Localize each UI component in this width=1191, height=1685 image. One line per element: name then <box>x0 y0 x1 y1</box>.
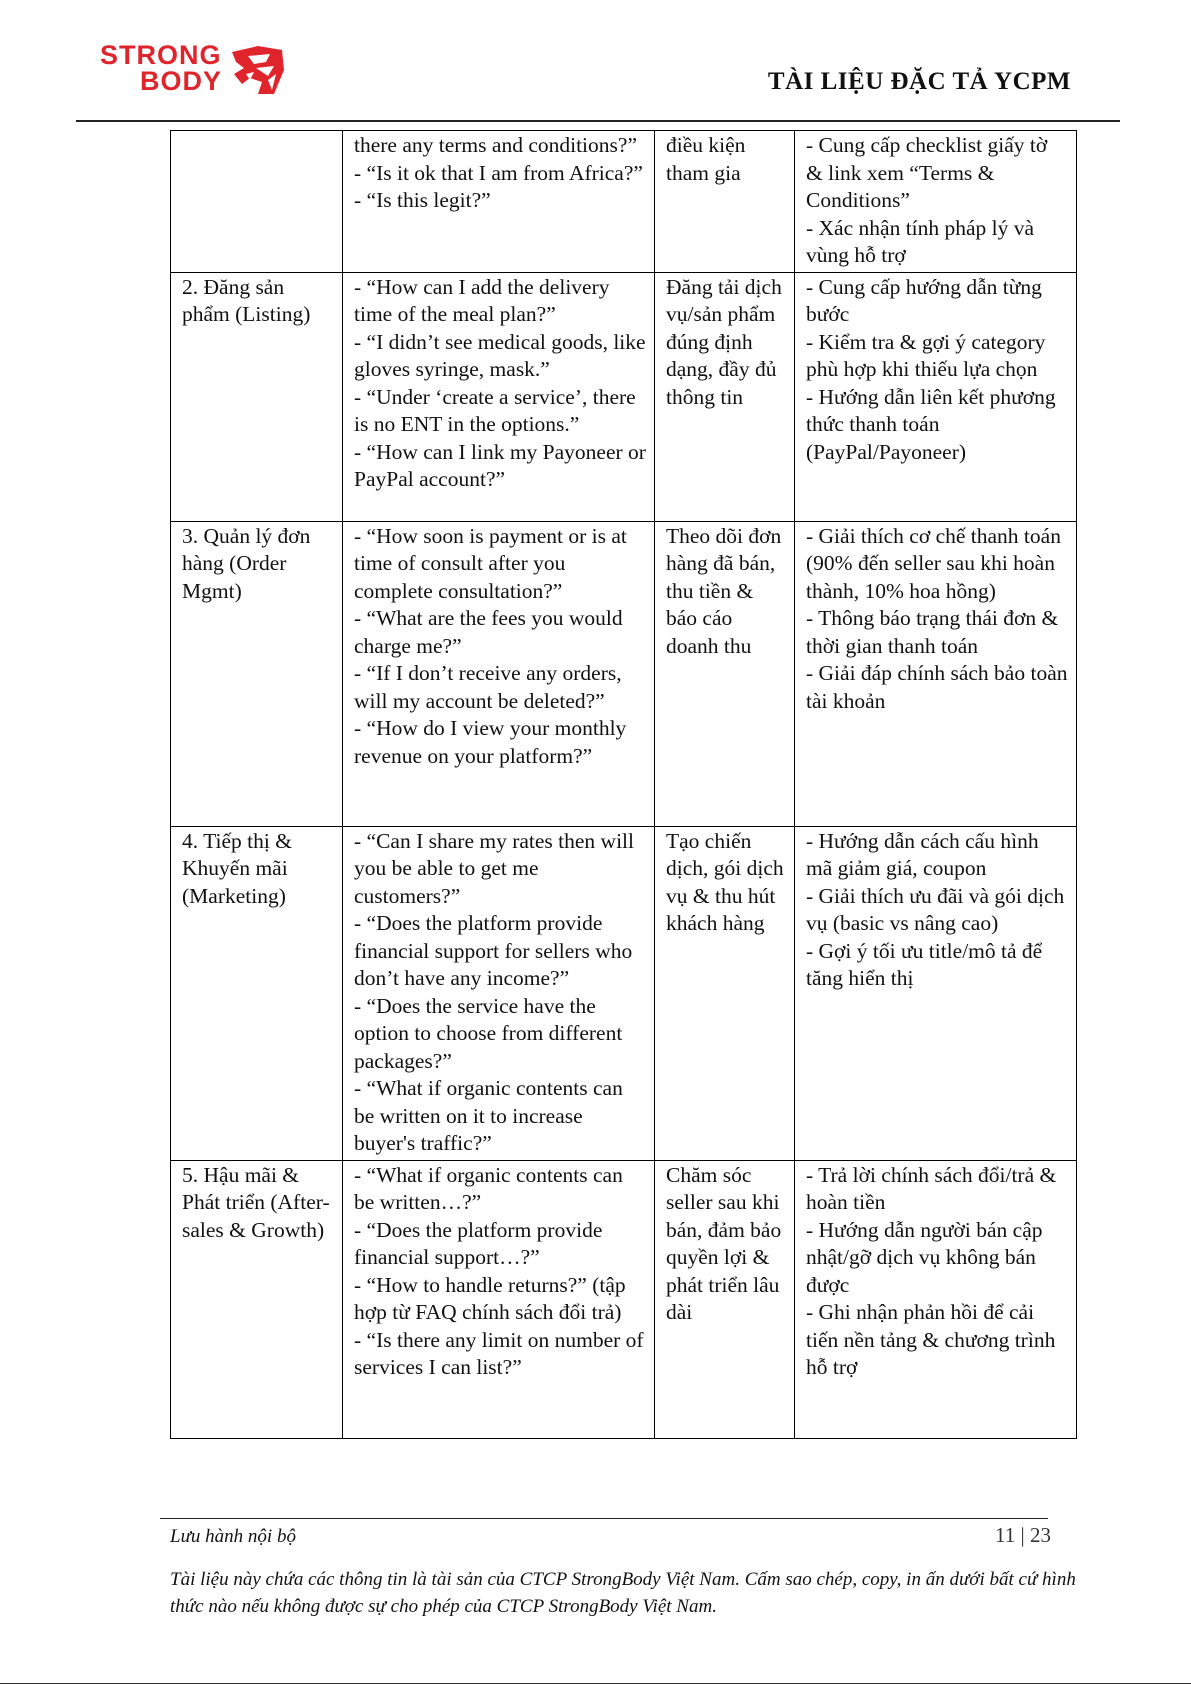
table-row <box>171 272 1077 521</box>
table-row <box>171 131 1077 273</box>
table-row <box>171 826 1077 1160</box>
page-bottom-edge <box>0 1683 1191 1684</box>
purpose-cell: Chăm sóc seller sau khi bán, đảm bảo quyền lợi & phát triển lâu dài <box>655 1160 795 1438</box>
questions-cell: there any terms and conditions?” - “Is it ok that I am from Africa?” - “Is this legit?” <box>343 131 655 273</box>
document-title: TÀI LIỆU ĐẶC TẢ YCPM <box>767 68 1071 95</box>
internal-circulation-label: Lưu hành nội bộ <box>170 1526 296 1547</box>
purpose-cell: Tạo chiến dịch, gói dịch vụ & thu hút khách hàng <box>655 826 795 1160</box>
support-cell: - Cung cấp hướng dẫn từng bước - Kiểm tra & gợi ý category phù hợp khi thiếu lựa chọn - Hướng dẫn liên kết phương thức thanh toán (PayPal/Payoneer) <box>795 272 1077 521</box>
stage-cell <box>171 131 343 273</box>
questions-cell: - “How soon is payment or is at time of consult after you complete consultation?” - “What are the fees you would charge me?” - “If I don’t receive any orders, will my account be deleted?” - “How do I view your monthly revenue on your platform?” <box>343 521 655 826</box>
stage-cell: 2. Đăng sản phẩm (Listing) <box>171 272 343 521</box>
questions-cell: - “Can I share my rates then will you be able to get me customers?” - “Does the platform provide financial support for sellers who don’t have any income?” - “Does the service have the option to choose from different packages?” - “What if organic contents can be written on it to increase buyer's traffic?” <box>343 826 655 1160</box>
confidentiality-notice: Tài liệu này chứa các thông tin là tài sản của CTCP StrongBody Việt Nam. Cấm sao chép, copy, in ấn dưới bất cứ hình thức nào nếu không được sự cho phép của CTCP StrongBody Việt Nam. <box>170 1569 1076 1617</box>
purpose-cell: Theo dõi đơn hàng đã bán, thu tiền & báo cáo doanh thu <box>655 521 795 826</box>
page-separator: | <box>1015 1523 1030 1547</box>
page-number <box>995 1523 1051 1548</box>
page-current: 11 <box>995 1523 1016 1547</box>
company-logo <box>100 42 290 96</box>
support-cell: - Cung cấp checklist giấy tờ & link xem “Terms & Conditions” - Xác nhận tính pháp lý và vùng hỗ trợ <box>795 131 1077 273</box>
header-divider <box>76 120 1120 122</box>
support-cell: - Hướng dẫn cách cấu hình mã giảm giá, coupon - Giải thích ưu đãi và gói dịch vụ (basic vs nâng cao) - Gợi ý tối ưu title/mô tả để tăng hiển thị <box>795 826 1077 1160</box>
table-row <box>171 1160 1077 1438</box>
stage-cell: 4. Tiếp thị & Khuyến mãi (Marketing) <box>171 826 343 1160</box>
table-row <box>171 521 1077 826</box>
questions-cell: - “What if organic contents can be written…?” - “Does the platform provide financial support…?” - “How to handle returns?” (tập hợp từ FAQ chính sách đổi trả) - “Is there any limit on number of services I can list?” <box>343 1160 655 1438</box>
purpose-cell: điều kiện tham gia <box>655 131 795 273</box>
purpose-cell: Đăng tải dịch vụ/sản phẩm đúng định dạng, đầy đủ thông tin <box>655 272 795 521</box>
logo-text-body: BODY <box>140 66 223 96</box>
support-cell: - Trả lời chính sách đổi/trả & hoàn tiền - Hướng dẫn người bán cập nhật/gỡ dịch vụ không bán được - Ghi nhận phản hồi để cải tiến nền tảng & chương trình hỗ trợ <box>795 1160 1077 1438</box>
requirements-table <box>170 130 1077 1439</box>
stage-cell: 5. Hậu mãi & Phát triển (After-sales & Growth) <box>171 1160 343 1438</box>
page-total: 23 <box>1030 1523 1051 1547</box>
lion-head-icon <box>228 44 286 96</box>
stage-cell: 3. Quản lý đơn hàng (Order Mgmt) <box>171 521 343 826</box>
questions-cell: - “How can I add the delivery time of the meal plan?” - “I didn’t see medical goods, like gloves syringe, mask.” - “Under ‘create a service’, there is no ENT in the options.” - “How can I link my Payoneer or PayPal account?” <box>343 272 655 521</box>
footer-divider <box>160 1518 1048 1519</box>
logo-text-strong: STRONG <box>100 40 222 70</box>
support-cell: - Giải thích cơ chế thanh toán (90% đến seller sau khi hoàn thành, 10% hoa hồng) - Thông báo trạng thái đơn & thời gian thanh toán - Giải đáp chính sách bảo toàn tài khoản <box>795 521 1077 826</box>
